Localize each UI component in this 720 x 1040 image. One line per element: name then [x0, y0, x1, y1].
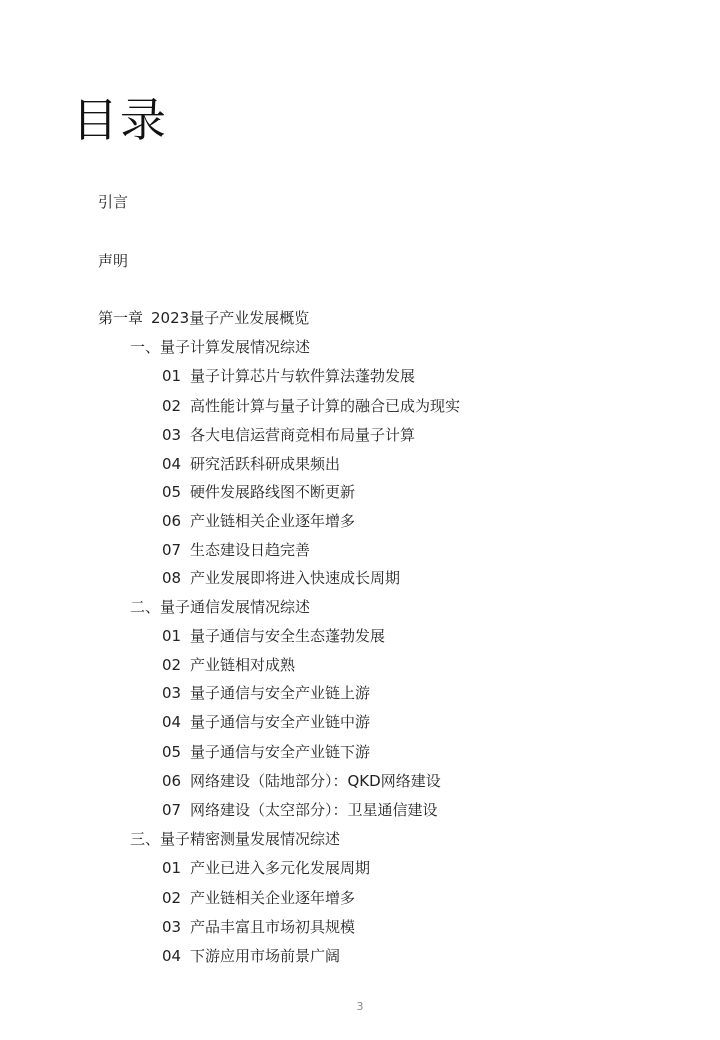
item-text: 产品丰富且市场初具规模: [190, 918, 356, 936]
item-text: 产业发展即将进入快速成长周期: [190, 569, 401, 587]
item-number: 01: [162, 859, 182, 877]
toc-section-quantum-computing[interactable]: 一、量子计算发展情况综述: [130, 338, 311, 356]
item-number: 02: [162, 889, 182, 907]
toc-item[interactable]: [162, 540, 310, 560]
toc-item[interactable]: [162, 712, 370, 732]
item-text: 硬件发展路线图不断更新: [190, 483, 356, 501]
item-number: 04: [162, 713, 182, 731]
toc-item[interactable]: [162, 858, 370, 878]
item-text: 量子计算芯片与软件算法蓬勃发展: [190, 367, 416, 385]
toc-entry-intro[interactable]: 引言: [98, 193, 129, 211]
item-text: 产业链相对成熟: [190, 656, 296, 674]
toc-item[interactable]: [162, 771, 441, 791]
toc-item[interactable]: [162, 626, 385, 646]
item-number: 01: [162, 367, 182, 385]
item-number: 07: [162, 541, 182, 559]
item-text: 下游应用市场前景广阔: [190, 947, 341, 965]
item-number: 03: [162, 918, 182, 936]
item-text: 各大电信运营商竞相布局量子计算: [190, 426, 416, 444]
toc-chapter-1[interactable]: [98, 308, 309, 328]
item-text: 产业链相关企业逐年增多: [190, 889, 356, 907]
item-text: 量子通信与安全产业链下游: [190, 743, 371, 761]
item-number: 05: [162, 743, 182, 761]
item-number: 03: [162, 426, 182, 444]
toc-item[interactable]: [162, 800, 438, 820]
item-number: 04: [162, 947, 182, 965]
item-text: 量子通信与安全生态蓬勃发展: [190, 627, 386, 645]
toc-section-quantum-metrology[interactable]: 三、量子精密测量发展情况综述: [130, 830, 341, 848]
toc-item[interactable]: [162, 511, 355, 531]
item-text: 产业已进入多元化发展周期: [190, 859, 371, 877]
toc-item[interactable]: [162, 655, 295, 675]
chapter-label: 第一章: [98, 309, 144, 327]
toc-item[interactable]: [162, 425, 415, 445]
item-number: 05: [162, 483, 182, 501]
item-text: 网络建设（陆地部分）：QKD网络建设: [190, 772, 441, 790]
item-text: 量子通信与安全产业链中游: [190, 713, 371, 731]
chapter-title: 2023量子产业发展概览: [151, 309, 310, 327]
item-text: 生态建设日趋完善: [190, 541, 311, 559]
item-number: 07: [162, 801, 182, 819]
toc-item[interactable]: [162, 917, 355, 937]
toc-item[interactable]: [162, 742, 370, 762]
item-number: 06: [162, 772, 182, 790]
item-number: 02: [162, 397, 182, 415]
item-text: 量子通信与安全产业链上游: [190, 684, 371, 702]
page-number: 3: [356, 1000, 364, 1013]
item-text: 高性能计算与量子计算的融合已成为现实: [190, 397, 461, 415]
item-number: 03: [162, 684, 182, 702]
item-text: 产业链相关企业逐年增多: [190, 512, 356, 530]
item-number: 02: [162, 656, 182, 674]
toc-item[interactable]: [162, 568, 400, 588]
toc-item[interactable]: [162, 454, 340, 474]
toc-item[interactable]: [162, 683, 370, 703]
item-number: 01: [162, 627, 182, 645]
item-number: 04: [162, 455, 182, 473]
toc-item[interactable]: [162, 366, 415, 386]
toc-entry-statement[interactable]: 声明: [98, 252, 129, 270]
item-text: 网络建设（太空部分）：卫星通信建设: [190, 801, 438, 819]
item-text: 研究活跃科研成果频出: [190, 455, 341, 473]
toc-item[interactable]: [162, 946, 340, 966]
toc-item[interactable]: [162, 482, 355, 502]
page-title: 目录: [72, 93, 168, 147]
toc-item[interactable]: [162, 888, 355, 908]
toc-item[interactable]: [162, 396, 460, 416]
toc-section-quantum-communication[interactable]: 二、量子通信发展情况综述: [130, 598, 311, 616]
item-number: 06: [162, 512, 182, 530]
item-number: 08: [162, 569, 182, 587]
